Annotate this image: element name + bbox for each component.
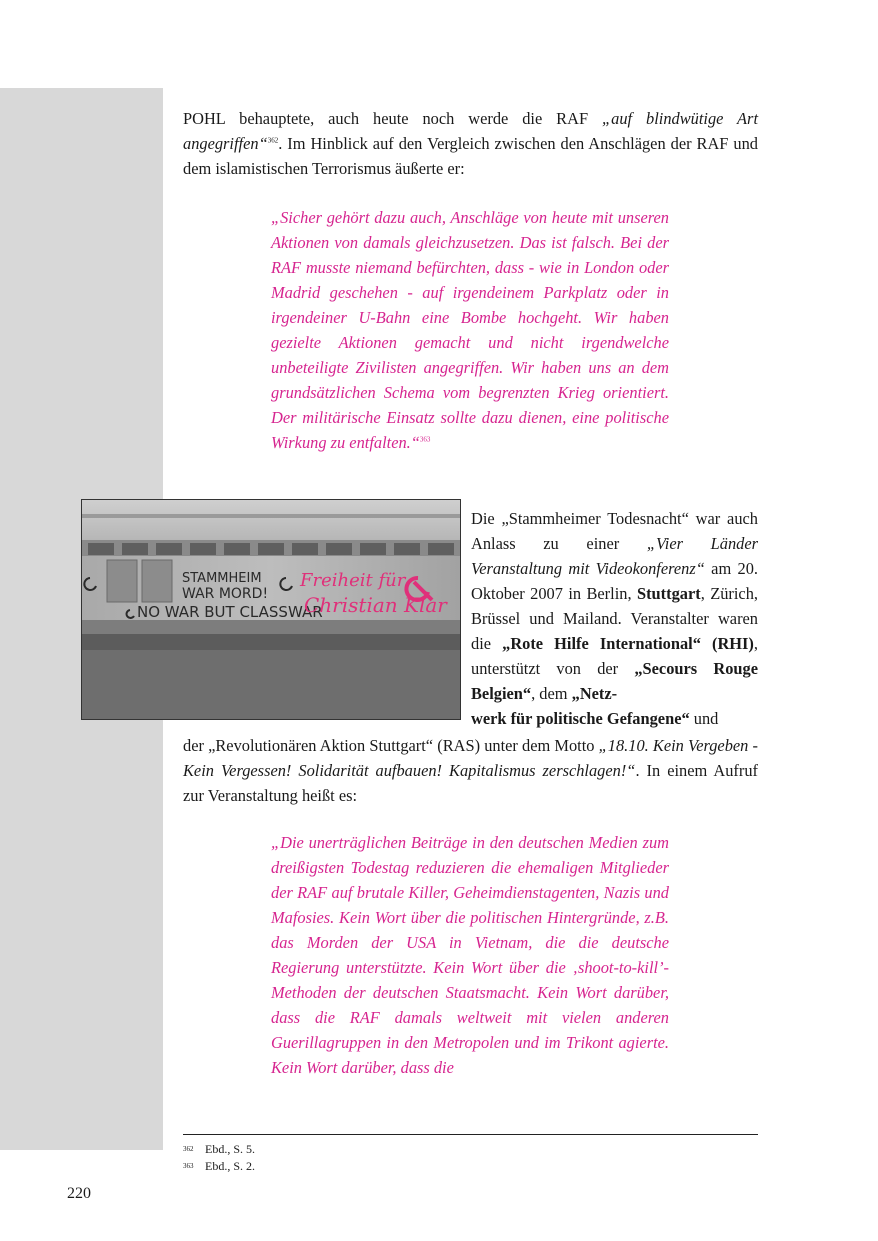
footnote-number: 362 [183,1145,194,1153]
paragraph-intro [183,106,758,181]
paragraph-text: , Zürich, Brüssel und Mailand. Veranstalter waren die [471,584,759,653]
block-quote-1 [271,205,669,455]
paragraph-text: der „Revolutionären Aktion Stuttgart“ (RAS) unter dem Motto [183,736,599,755]
bold-text: „Netz- [571,684,618,703]
paragraph-event-continued [183,733,758,808]
graffiti-text-2: WAR MORD! [182,586,269,602]
bold-text: „Rote Hilfe International“ (RHI) [502,634,754,653]
paragraph-text: . In einem Aufruf zur Veranstaltung heißt es: [183,761,758,805]
paragraph-text: Die „Stammheimer Todesnacht“ war auch Anlass zu einer [471,509,758,553]
inline-quote: „Vier Länder Veranstaltung mit Videokonferenz“ [471,534,759,578]
graffiti-text-1: STAMMHEIM [182,571,262,586]
bold-text: „Secours Rouge Belgien“ [471,659,758,703]
footnote [183,1142,255,1156]
page-number: 220 [67,1185,91,1202]
footnote-text: Ebd., S. 5. [205,1142,256,1156]
footnote-ref: 363 [419,435,431,444]
block-quote-2 [271,830,669,1080]
paragraph-text: . Im Hinblick auf den Vergleich zwischen den Anschlägen der RAF und dem islamistischen Terrorismus äußerte er: [183,134,758,178]
bold-text: werk für politische Gefangene“ [471,709,690,728]
footnote-ref: 362 [267,136,279,145]
paragraph-event [471,506,758,731]
quote-text: „Sicher gehört dazu auch, Anschläge von heute mit unseren Aktionen von damals gleichzusetzen. Das ist falsch. Bei der RAF musste niemand befürchten, dass - wie in London oder Madrid geschehen - auf irgendeinem Parkplatz oder in irgendeiner U-Bahn eine Bombe hochgeht. Wir haben gezielte Aktionen gemacht und nicht irgendwelche unbeteiligte Zivilisten angegriffen. Wir haben uns an dem grundsätzlichen Schema vom begrenzten Krieg orientiert. Der militärische Einsatz sollte dazu dienen, eine politische Wirkung zu entfalten.“ [271,208,669,452]
graffiti-text-4: Freiheit für [300,570,406,591]
footnote-number: 363 [183,1162,194,1170]
graffiti-text-5: Christian Klar [304,593,447,617]
footnote [183,1159,255,1173]
graffiti-text-3: NO WAR BUT CLASSWAR [137,603,323,621]
graffiti-photo [81,499,461,720]
bold-text: Stuttgart [636,584,701,603]
inline-quote: „auf blindwütige Art angegriffen“ [183,109,758,153]
paragraph-text: , unterstützt von der [471,634,759,678]
footnote-text: Ebd., S. 2. [205,1159,256,1173]
inline-quote: „18.10. Kein Vergeben - Kein Vergessen! Solidarität aufbauen! Kapitalismus zerschlagen!“ [183,736,758,780]
paragraph-text: am 20. Oktober 2007 in Berlin, [471,559,758,603]
paragraph-text: POHL behauptete, auch heute noch werde die RAF [183,109,603,128]
footnote-divider [183,1134,758,1135]
paragraph-text: und [689,709,719,728]
paragraph-text: , dem [531,684,572,703]
quote-text: „Die unerträglichen Beiträge in den deutschen Medien zum dreißigsten Todestag reduzieren die ehemaligen Mitglieder der RAF auf brutale Killer, Geheimdienstagenten, Nazis und Mafosies. Kein Wort über die politischen Hintergründe, z.B. das Morden der USA in Vietnam, die die deutsche Regierung unterstützte. Kein Wort über die ‚shoot-to-kill’-Methoden der deutschen Staatsmacht. Kein Wort darüber, dass die RAF damals weltweit mit vielen anderen Guerillagruppen in den Metropolen und im Trikont agierte. Kein Wort darüber, dass die [271,833,669,1077]
